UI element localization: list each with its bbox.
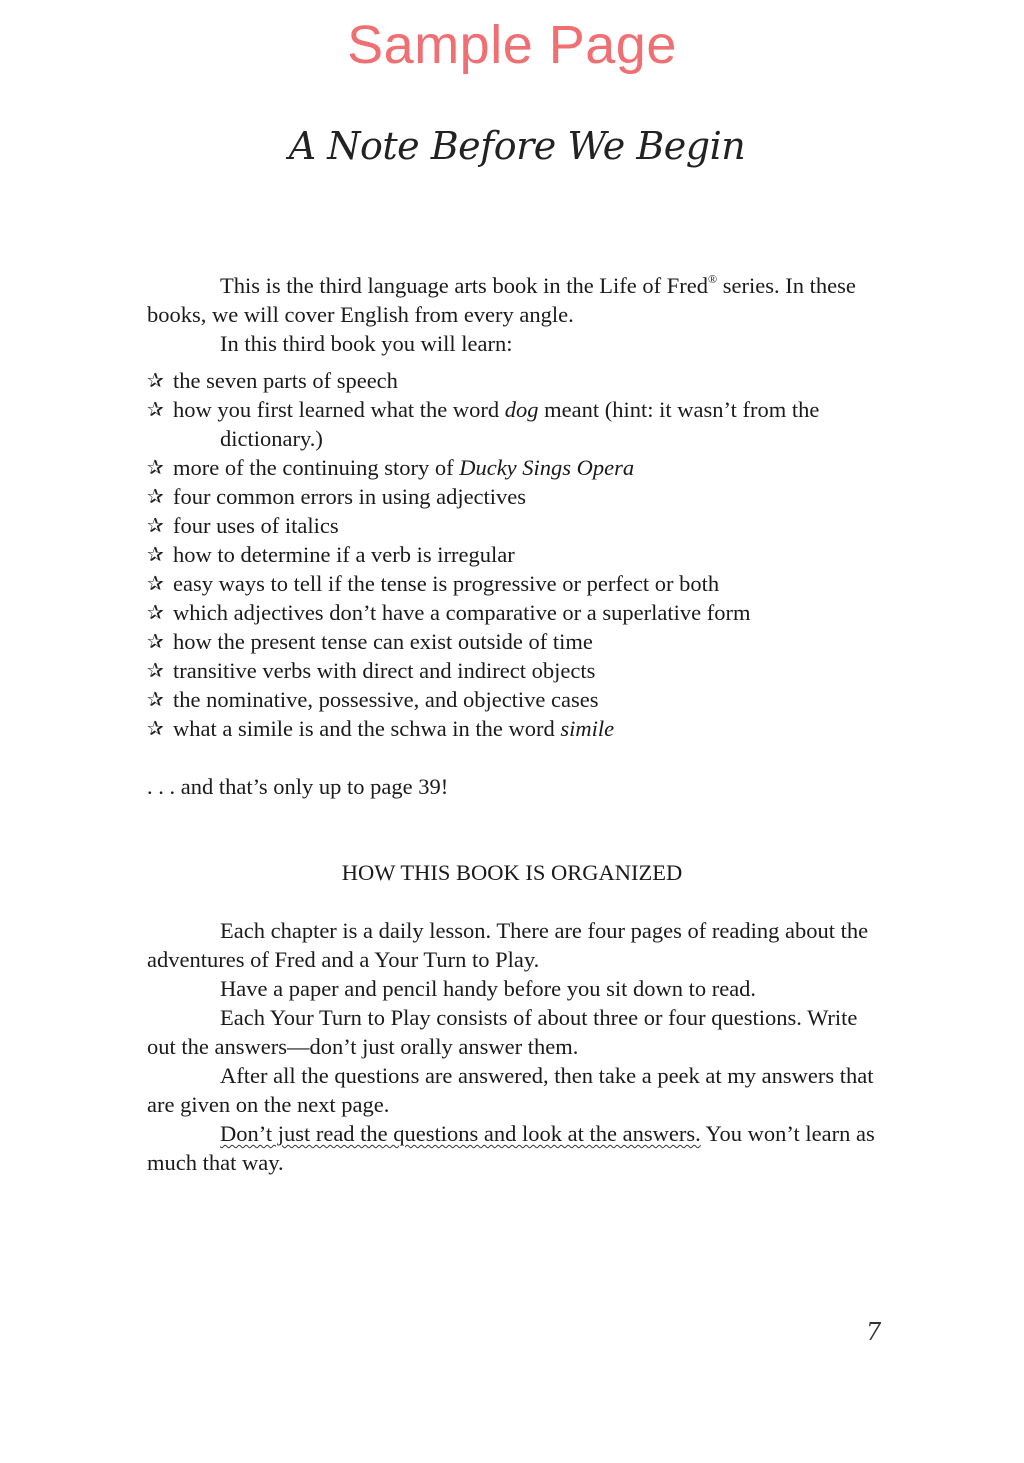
organized-paragraph-3: Each Your Turn to Play consists of about three or four questions. Write out the answers—don’t just orally answer them.: [147, 1005, 858, 1059]
star-icon: ✰: [147, 687, 164, 711]
star-icon: ✰: [147, 658, 164, 682]
list-item: [147, 395, 877, 453]
list-item: [147, 569, 877, 598]
intro-section: [147, 271, 877, 801]
list-item-text: [173, 714, 877, 743]
list-item-continuation: dictionary.): [220, 426, 323, 451]
star-icon: ✰: [147, 571, 164, 595]
star-icon: ✰: [147, 600, 164, 624]
italic-word: simile: [560, 716, 615, 741]
organized-paragraph-5: [147, 1119, 877, 1177]
list-item-text: [173, 453, 877, 482]
list-item: [147, 685, 877, 714]
learning-list: [147, 366, 877, 743]
underlined-sentence: Don’t just read the questions and look at the answers.: [220, 1121, 701, 1146]
star-icon: ✰: [147, 629, 164, 653]
list-item-text: the seven parts of speech: [173, 368, 398, 393]
star-icon: ✰: [147, 513, 164, 537]
list-item-text: how the present tense can exist outside of time: [173, 629, 593, 654]
star-icon: ✰: [147, 455, 164, 479]
list-item-text: four common errors in using adjectives: [173, 484, 527, 509]
list-item: [147, 482, 877, 511]
list-item: [147, 656, 877, 685]
list-item: [147, 714, 877, 743]
list-item: [147, 540, 877, 569]
list-item: [147, 453, 877, 482]
intro-paragraph-2: In this third book you will learn:: [220, 331, 513, 356]
star-icon: ✰: [147, 716, 164, 740]
intro-paragraph-1: [147, 271, 877, 329]
list-item-text-part: what a simile is and the schwa in the word: [173, 716, 561, 741]
organized-paragraph-2: Have a paper and pencil handy before you sit down to read.: [220, 976, 757, 1001]
list-item-text: four uses of italics: [173, 513, 339, 538]
star-icon: ✰: [147, 542, 164, 566]
italic-word: dog: [504, 397, 539, 422]
star-icon: ✰: [147, 484, 164, 508]
list-item: [147, 366, 877, 395]
intro-p1-text: This is the third language arts book in the Life of Fred: [220, 273, 709, 298]
list-item-text: [173, 395, 877, 453]
star-icon: ✰: [147, 397, 164, 421]
page-title: A Note Before We Begin: [288, 124, 746, 168]
list-item-text: the nominative, possessive, and objective cases: [173, 687, 599, 712]
organized-section: [147, 858, 877, 887]
list-item-text-part: how you first learned what the word: [173, 397, 505, 422]
organized-paragraph-1: Each chapter is a daily lesson. There are four pages of reading about the adventures of Fred and a Your Turn to Play.: [147, 918, 869, 972]
list-item: [147, 627, 877, 656]
sample-page-watermark: Sample Page: [347, 15, 677, 75]
list-item: [147, 598, 877, 627]
list-item-text-part: more of the continuing story of: [173, 455, 460, 480]
list-item: [147, 511, 877, 540]
organized-p5-text: You won’t learn as much that way.: [147, 1121, 875, 1175]
intro-p1-text-cont: series. In these books, we will cover English from every angle.: [147, 273, 856, 327]
italic-title: Ducky Sings Opera: [459, 455, 635, 480]
list-item-text: transitive verbs with direct and indirect objects: [173, 658, 596, 683]
registered-mark: ®: [708, 272, 718, 286]
star-icon: ✰: [147, 368, 164, 392]
organized-body: [147, 916, 877, 1177]
list-item-text: how to determine if a verb is irregular: [173, 542, 515, 567]
organized-paragraph-4: After all the questions are answered, then take a peek at my answers that are given on the next page.: [147, 1063, 874, 1117]
closing-line: . . . and that’s only up to page 39!: [147, 774, 449, 799]
list-item-text: which adjectives don’t have a comparative or a superlative form: [173, 600, 751, 625]
page-number: 7: [866, 1318, 882, 1346]
section-heading: HOW THIS BOOK IS ORGANIZED: [341, 860, 683, 885]
list-item-text-part: meant (hint: it wasn’t from the: [538, 397, 820, 422]
list-item-text: easy ways to tell if the tense is progressive or perfect or both: [173, 571, 720, 596]
